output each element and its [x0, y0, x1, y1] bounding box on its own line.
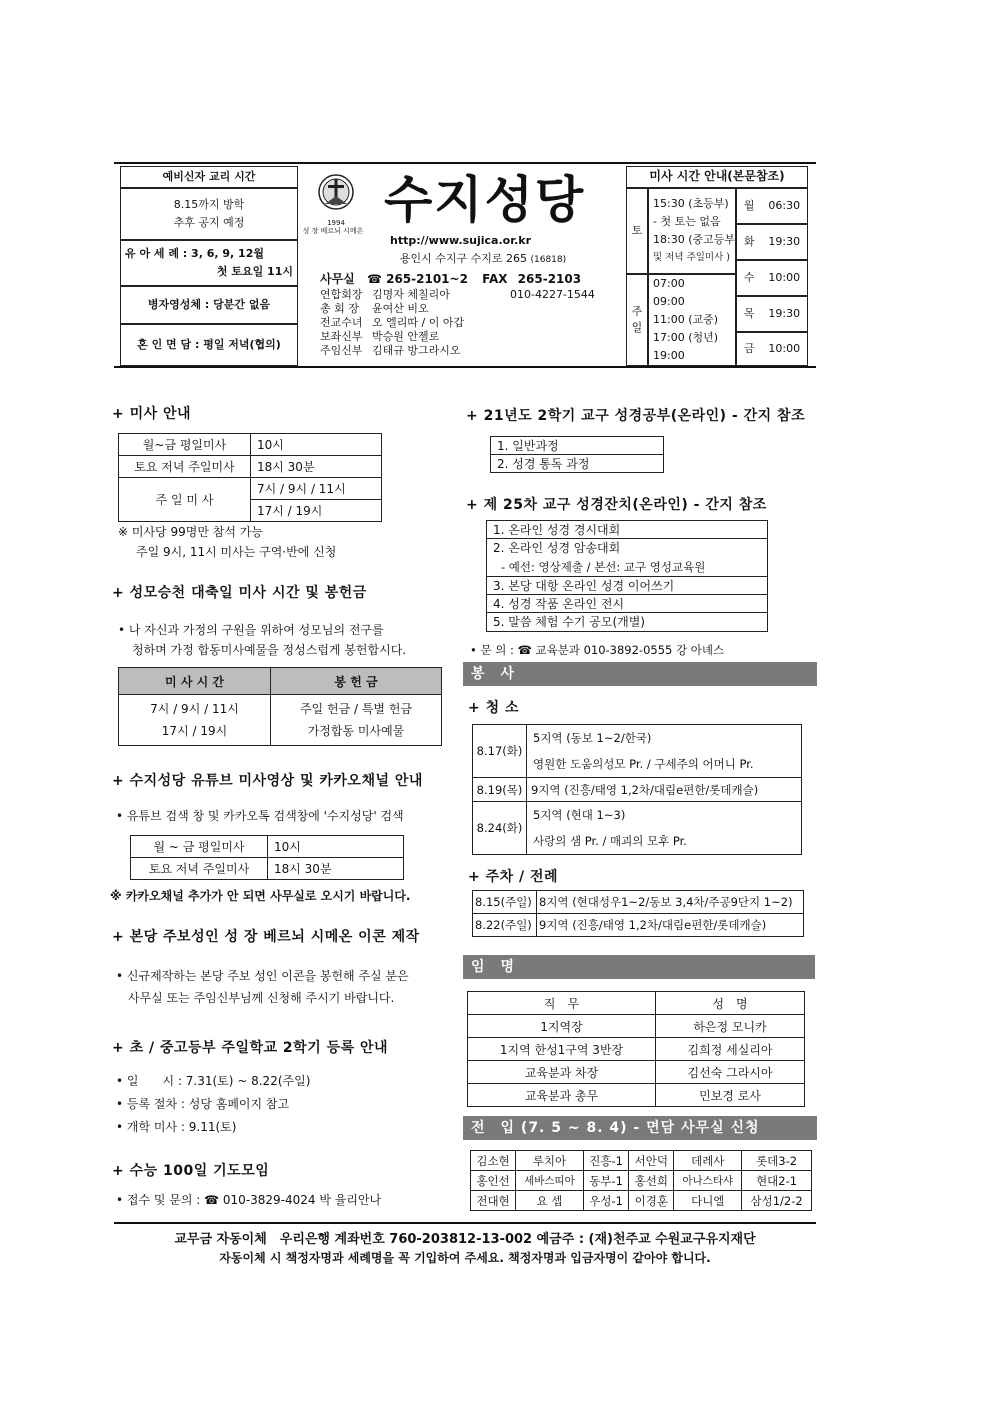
icon-text: 사무실 또는 주임신부님께 신청해 주시기 바랍니다.	[128, 991, 395, 1005]
transfer-bar: 전 입 (7. 5 ~ 8. 4) - 면담 사무실 신청	[463, 1116, 817, 1140]
catechism-notice	[120, 188, 298, 240]
catechism-line2: 추후 공지 예정	[173, 216, 245, 229]
table-cell: 토요 저녁 주일미사	[131, 858, 268, 880]
icon-text: • 신규제작하는 본당 주보 성인 이콘을 봉헌해 주실 분은	[116, 969, 409, 983]
kakao-note: ※ 카카오채널 추가가 안 되면 사무실로 오시기 바랍니다.	[110, 889, 411, 903]
weekday-row: 월 06:30	[736, 188, 808, 224]
table-cell: 8지역 (현대성우1~2/동보 3,4차/주공9단지 1~2)	[537, 891, 804, 914]
assumption-table	[118, 667, 442, 746]
table-cell: 하은정 모니카	[656, 1015, 805, 1038]
parish-zipcode: (16818)	[530, 255, 567, 265]
list-item: • 개학 미사 : 9.11(토)	[116, 1120, 237, 1134]
table-cell: 홍선희	[629, 1171, 674, 1191]
table-header: 봉 헌 금	[271, 668, 442, 695]
table-cell: 루치아	[516, 1151, 584, 1171]
table-cell: 9지역 (진흥/태영 1,2차/대림e편한/롯데캐슬)	[537, 914, 804, 937]
catechism-line1: 8.15까지 방학	[173, 198, 245, 212]
table-cell: 세바스띠아	[516, 1171, 584, 1191]
appointment-table	[467, 991, 805, 1107]
marriage-interview: 혼 인 면 담 : 평일 저녁(협의)	[120, 324, 298, 366]
table-cell: 7시 / 9시 / 11시	[251, 478, 382, 500]
table-cell: 주일 헌금 / 특별 헌금 가정합동 미사예물	[271, 695, 442, 746]
table-cell: 전대현	[471, 1191, 516, 1211]
table-header: 미 사 시 간	[119, 668, 271, 695]
exam-prayer-text: • 접수 및 문의 : ☎ 010-3829-4024 박 율리안나	[116, 1193, 382, 1207]
staff-row	[320, 316, 620, 330]
table-cell: 8.24(화)	[473, 802, 527, 855]
parish-address-line	[368, 250, 598, 266]
table-cell: 8.15(주일)	[473, 891, 537, 914]
icon-title: + 본당 주보성인 성 장 베르뇌 시메온 이콘 제작	[112, 929, 420, 945]
list-item: 1. 온라인 성경 경시대회	[487, 521, 767, 539]
weekday-row: 목 19:30	[736, 296, 808, 332]
table-cell: 민보경 로사	[656, 1084, 805, 1107]
table-cell: 주 일 미 사	[119, 478, 251, 522]
table-cell: 아나스타샤	[674, 1171, 742, 1191]
staff-name: 오 엘리따 / 이 아갑	[372, 316, 465, 329]
logo-caption: 성 장 베르뇌 시메온	[302, 227, 364, 235]
footer-note: 자동이체 시 책정자명과 세례명을 꼭 기입하여 주세요. 책정자명과 입금자명이 같아야 합니다.	[219, 1251, 711, 1265]
catechism-title: 예비신자 교리 시간	[120, 166, 298, 188]
table-cell: 10시	[268, 836, 404, 858]
sunday-mass: 09:00	[653, 295, 685, 308]
assumption-title: + 성모승천 대축일 미사 시간 및 봉헌금	[112, 585, 367, 601]
list-item: • 등록 절차 : 성당 홈페이지 참고	[116, 1097, 290, 1111]
list-item: 2. 온라인 성경 암송대회	[493, 541, 621, 555]
table-cell: 교육분과 차장	[468, 1061, 656, 1084]
bible-festival-list	[486, 520, 768, 632]
sunday-label: 주일	[626, 274, 648, 366]
weekday-row: 화 19:30	[736, 224, 808, 260]
staff-phone: 010-4227-1544	[510, 288, 595, 301]
staff-role: 전교수녀	[320, 316, 363, 329]
weekday-row: 수 10:00	[736, 260, 808, 296]
staff-row	[320, 288, 620, 302]
table-cell: 월 ~ 금 평일미사	[131, 836, 268, 858]
saturday-mass: - 첫 토는 없음	[653, 215, 721, 228]
school-items	[116, 1070, 310, 1139]
saturday-mass: 15:30 (초등부)	[653, 197, 729, 210]
infant-baptism-label: 유 아 세 례 : 3, 6, 9, 12월	[125, 247, 264, 261]
transfer-table	[470, 1150, 812, 1211]
staff-role: 주임신부	[320, 344, 363, 357]
table-cell: 8.22(주일)	[473, 914, 537, 937]
cleaning-table	[472, 724, 802, 855]
list-item: 4. 성경 작품 온라인 전시	[487, 595, 767, 613]
staff-name: 김명자 체칠리아	[372, 288, 450, 301]
parking-table	[472, 890, 804, 937]
staff-list	[320, 288, 620, 358]
table-cell: 9지역 (진흥/태영 1,2차/대림e편한/롯데캐슬)	[527, 778, 802, 802]
saturday-mass: 18:30 (중고등부	[653, 233, 735, 246]
table-cell: 김선숙 그라시아	[656, 1061, 805, 1084]
table-cell: 월~금 평일미사	[119, 434, 251, 456]
parish-url[interactable]: http://www.sujica.or.kr	[390, 234, 531, 247]
office-label: 사무실	[320, 272, 355, 286]
staff-row	[320, 302, 620, 316]
list-item: - 예선: 영상제출 / 본선: 교구 영성교육원	[487, 557, 767, 577]
youtube-table	[130, 835, 404, 880]
table-cell: 서안덕	[629, 1151, 674, 1171]
fax-number: 265-2103	[517, 272, 582, 286]
bible-festival-title: + 제 25차 교구 성경잔치(온라인) - 간지 참조	[466, 497, 767, 513]
table-cell: 우성-1	[583, 1191, 628, 1211]
office-phone: ☎ 265-2101~2	[366, 272, 468, 286]
table-cell: 김희정 세실리아	[656, 1038, 805, 1061]
table-cell: 17시 / 19시	[251, 500, 382, 522]
list-item: 1. 일반과정	[491, 437, 664, 455]
bulletin-header	[114, 162, 816, 368]
parking-title: + 주차 / 전례	[468, 869, 559, 885]
staff-name: 김태규 방그라시오	[372, 344, 461, 357]
infant-baptism-time: 첫 토요일 11시	[216, 265, 293, 278]
table-cell: 교육분과 총무	[468, 1084, 656, 1107]
sunday-mass: 19:00	[653, 349, 685, 362]
parish-logo	[302, 172, 366, 235]
saturday-mass: 및 저녁 주일미사 )	[653, 252, 731, 263]
footer-account: 교무금 자동이체 우리은행 계좌번호 760-203812-13-002 예금주 : (재)천주교 수원교구유지재단	[174, 1232, 756, 1247]
bible-study-list	[490, 436, 664, 473]
church-icon	[316, 172, 356, 216]
exam-prayer-title: + 수능 100일 기도모임	[112, 1163, 270, 1179]
assumption-text: • 나 자신과 가정의 구원을 위하여 성모님의 전구를	[118, 623, 384, 637]
staff-row	[320, 330, 620, 344]
table-cell: 김소현	[471, 1151, 516, 1171]
bible-study-title: + 21년도 2학기 교구 성경공부(온라인) - 간지 참조	[466, 408, 806, 424]
appointment-bar: 임 명	[463, 955, 815, 979]
staff-role: 연합회장	[320, 288, 363, 301]
youtube-title: + 수지성당 유튜브 미사영상 및 카카오채널 안내	[112, 773, 423, 789]
table-cell: 데레사	[674, 1151, 742, 1171]
staff-name: 윤여산 비오	[372, 302, 429, 315]
table-cell: 18시 30분	[251, 456, 382, 478]
office-contact	[320, 270, 620, 287]
mass-note: ※ 미사당 99명만 참석 가능	[118, 525, 263, 539]
table-cell: 이경훈	[629, 1191, 674, 1211]
table-cell: 7시 / 9시 / 11시 17시 / 19시	[119, 695, 271, 746]
staff-role: 보좌신부	[320, 330, 363, 343]
sunday-mass: 11:00 (교중)	[653, 313, 719, 326]
bible-festival-contact: • 문 의 : ☎ 교육분과 010-3892-0555 강 아녜스	[470, 643, 725, 657]
weekday-masses	[736, 188, 808, 366]
sunday-masses	[648, 274, 736, 366]
table-cell: 동부-1	[583, 1171, 628, 1191]
table-cell: 삼성1/2-2	[742, 1191, 812, 1211]
table-cell: 요 셉	[516, 1191, 584, 1211]
table-cell: 홍인선	[471, 1171, 516, 1191]
sunday-mass: 17:00 (청년)	[653, 331, 719, 344]
table-cell: 토요 저녁 주일미사	[119, 456, 251, 478]
table-cell: 1지역장	[468, 1015, 656, 1038]
footer-divider	[114, 1222, 816, 1224]
table-cell: 8.19(목)	[473, 778, 527, 802]
list-item: 3. 본당 대항 온라인 성경 이어쓰기	[487, 577, 767, 595]
sunday-mass: 07:00	[653, 277, 685, 290]
table-cell: 10시	[251, 434, 382, 456]
logo-year: 1994	[327, 219, 345, 227]
school-title: + 초 / 중고등부 주일학교 2학기 등록 안내	[112, 1040, 389, 1056]
table-cell: 1지역 한성1구역 3반장	[468, 1038, 656, 1061]
cleaning-title: + 청 소	[468, 700, 520, 716]
list-item: 5. 말씀 체험 수기 공모(개별)	[493, 615, 645, 629]
service-bar: 봉 사	[463, 662, 817, 686]
table-header: 성 명	[656, 992, 805, 1015]
list-item: 2. 성경 통독 과정	[491, 455, 664, 473]
staff-role: 총 회 장	[320, 302, 359, 315]
weekday-row: 금 10:00	[736, 332, 808, 366]
table-cell: 진흥-1	[583, 1151, 628, 1171]
youtube-text: • 유튜브 검색 창 및 카카오톡 검색창에 '수지성당' 검색	[116, 809, 404, 823]
saturday-label: 토	[626, 188, 648, 274]
mass-guide-title: + 미사 안내	[112, 406, 192, 422]
table-cell: 8.17(화)	[473, 725, 527, 778]
table-cell: 5지역 (현대 1~3) 사랑의 샘 Pr. / 매괴의 모후 Pr.	[527, 802, 802, 855]
mass-note: 주일 9시, 11시 미사는 구역·반에 신청	[136, 545, 337, 559]
fax-label: FAX	[482, 272, 508, 286]
parish-address: 용인시 수지구 수지로 265	[399, 252, 527, 265]
assumption-text: 청하며 가정 합동미사예물을 정성스럽게 봉헌합시다.	[132, 643, 407, 657]
list-item: • 일 시 : 7.31(토) ~ 8.22(주일)	[116, 1074, 311, 1088]
sick-communion: 병자영성체 : 당분간 없음	[120, 286, 298, 324]
infant-baptism	[120, 240, 298, 286]
table-cell: 롯데3-2	[742, 1151, 812, 1171]
table-cell: 5지역 (동보 1~2/한국) 영원한 도움의성모 Pr. / 구세주의 어머니 Pr.	[527, 725, 802, 778]
mass-schedule-title: 미사 시간 안내(본문참조)	[626, 166, 808, 188]
staff-name: 박승원 안젤로	[372, 330, 440, 343]
table-cell: 현대2-1	[742, 1171, 812, 1191]
table-cell: 18시 30분	[268, 858, 404, 880]
parish-name: 수지성당	[384, 171, 586, 229]
staff-row	[320, 344, 620, 358]
table-header: 직 무	[468, 992, 656, 1015]
mass-guide-table	[118, 433, 382, 522]
table-cell: 다니엘	[674, 1191, 742, 1211]
saturday-masses	[648, 188, 736, 274]
